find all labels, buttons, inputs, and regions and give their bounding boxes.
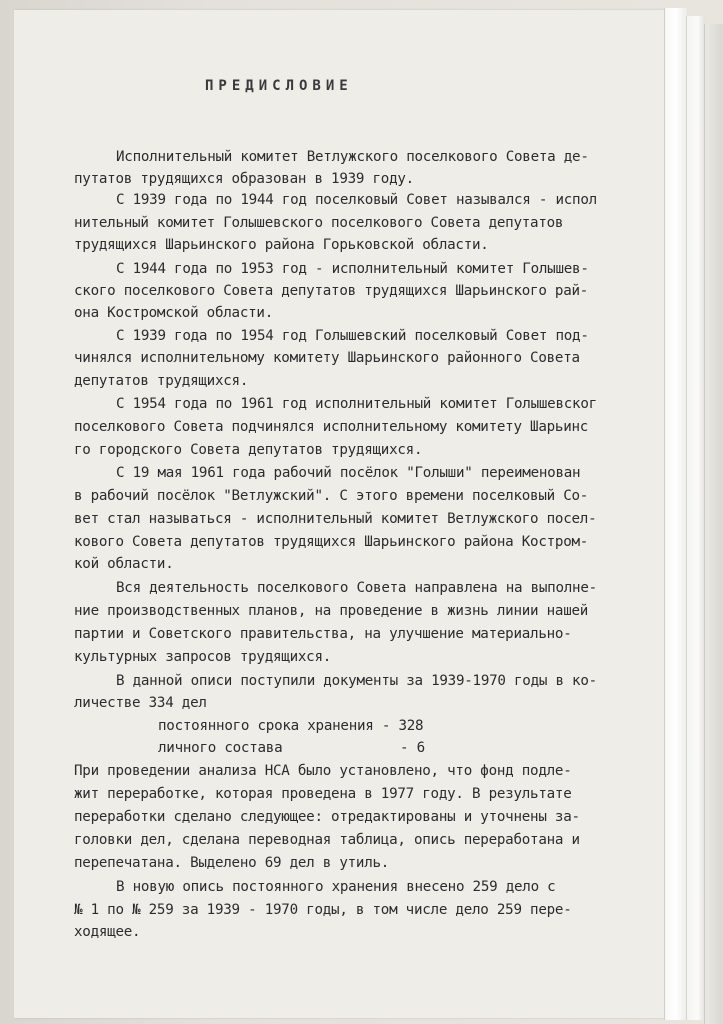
text-line: С 1944 года по 1953 год - исполнительный комитет Голышев- (116, 261, 589, 277)
text-line: - 6 (400, 740, 425, 756)
text-line: кой области. (74, 556, 174, 572)
text-line: В новую опись постоянного хранения внесено 259 дело с (116, 879, 556, 895)
text-line: депутатов трудящихся. (74, 373, 249, 389)
text-line: личного состава (158, 740, 283, 756)
text-line: перепечатана. Выделено 69 дел в утиль. (74, 855, 390, 871)
text-line: вет стал называться - исполнительный комитет Ветлужского посел- (74, 511, 597, 527)
text-line: постоянного срока хранения - 328 (158, 718, 424, 734)
text-line: С 1939 года по 1944 год поселковый Совет назывался - испол (116, 192, 597, 208)
page-title: ПРЕДИСЛОВИЕ (205, 78, 353, 94)
text-line: партии и Советского правительства, на улучшение материально- (74, 626, 572, 642)
text-line: го городского Совета депутатов трудящихся. (74, 442, 423, 458)
text-line: При проведении анализа НСА было установлено, что фонд подле- (74, 763, 572, 779)
text-line: головки дел, сделана переводная таблица, опись переработана и (74, 832, 580, 848)
text-line: С 19 мая 1961 года рабочий посёлок "Голыши" переименован (116, 465, 581, 481)
text-line: нительный комитет Голышевского поселкового Совета депутатов (74, 215, 564, 231)
text-line: ние производственных планов, на проведение в жизнь линии нашей (74, 603, 589, 619)
text-line: С 1939 года по 1954 год Голышевский поселковый Совет под- (116, 328, 589, 344)
text-line: переработки сделано следующее: отредактированы и уточнены за- (74, 809, 580, 825)
text-line: личестве 334 дел (74, 695, 207, 711)
text-line: путатов трудящихся образован в 1939 году. (74, 171, 414, 187)
text-line: жит переработке, которая проведена в 1977 году. В результате (74, 786, 572, 802)
text-line: в рабочий посёлок "Ветлужский". С этого времени поселковый Со- (74, 488, 589, 504)
text-line: ходящее. (74, 924, 141, 940)
text-line: она Костромской области. (74, 305, 273, 321)
text-line: С 1954 года по 1961 год исполнительный комитет Голышевског (116, 396, 597, 412)
text-line: кового Совета депутатов трудящихся Шарьинского района Костром- (74, 534, 589, 550)
text-line: В данной описи поступили документы за 1939-1970 годы в ко- (116, 673, 597, 689)
text-line: Вся деятельность поселкового Совета направлена на выполне- (116, 580, 597, 596)
text-line: ского поселкового Совета депутатов трудящихся Шарьинского рай- (74, 283, 589, 299)
text-line: поселкового Совета подчинялся исполнительному комитету Шарьинс (74, 419, 589, 435)
text-line: культурных запросов трудящихся. (74, 649, 332, 665)
text-line: трудящихся Шарьинского района Горьковской области. (74, 237, 489, 253)
text-line: № 1 по № 259 за 1939 - 1970 годы, в том числе дело 259 пере- (74, 902, 572, 918)
text-line: чинялся исполнительному комитету Шарьинского районного Совета (74, 350, 580, 366)
text-line: Исполнительный комитет Ветлужского поселкового Совета де- (116, 149, 589, 165)
